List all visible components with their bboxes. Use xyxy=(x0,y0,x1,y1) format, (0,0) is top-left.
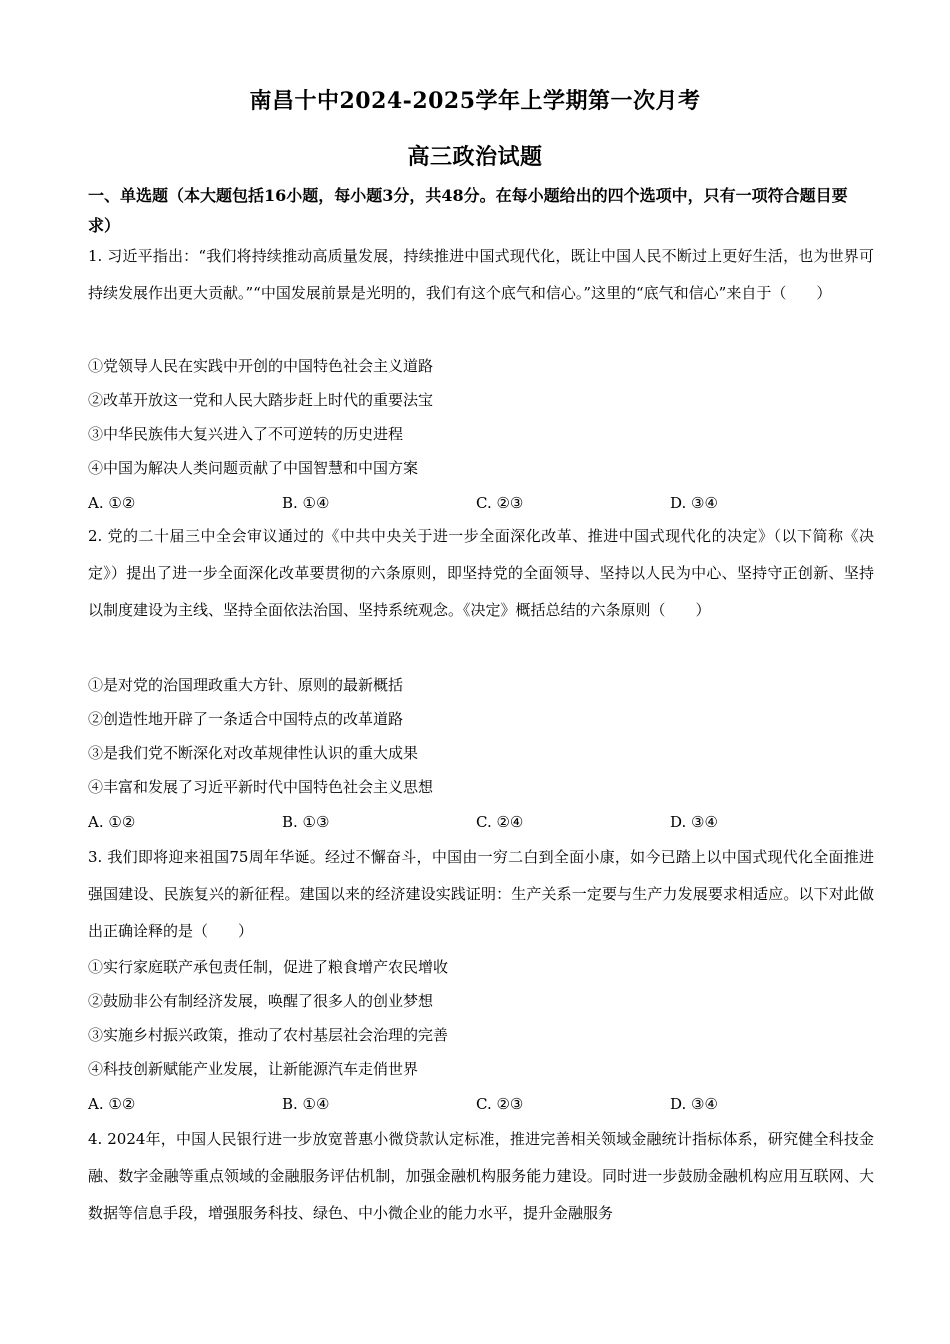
question-3-choice-d: D. ③④ xyxy=(670,1095,718,1113)
question-1-item-4: ④中国为解决人类问题贡献了中国智慧和中国方案 xyxy=(88,459,419,477)
question-3-choice-a: A. ①② xyxy=(88,1095,136,1113)
question-4-stem: 4. 2024年，中国人民银行进一步放宽普惠小微贷款认定标准，推进完善相关领域金融统计指标体系，研究健全科技金融、数字金融等重点领域的金融服务评估机制，加强金融机构服务能力建设。同时进一步鼓励金融机构应用互联网、大数据等信息手段，增强服务科技、绿色、中小微企业的能力水平，提升金融服务 xyxy=(88,1130,874,1222)
question-1-choice-b: B. ①④ xyxy=(282,494,330,512)
question-3-stem: 3. 我们即将迎来祖国75周年华诞。经过不懈奋斗，中国由一穷二白到全面小康，如今已踏上以中国式现代化全面推进强国建设、民族复兴的新征程。建国以来的经济建设实践证明：生产关系一定要与生产力发展要求相适应。以下对此做出正确诠释的是（ ） xyxy=(88,848,874,940)
question-1-choice-d: D. ③④ xyxy=(670,494,718,512)
question-2-stem: 2. 党的二十届三中全会审议通过的《中共中央关于进一步全面深化改革、推进中国式现代化的决定》（以下简称《决定》）提出了进一步全面深化改革要贯彻的六条原则，即坚持党的全面领导、坚持以人民为中心、坚持守正创新、坚持以制度建设为主线、坚持全面依法治国、坚持系统观念。《决定》概括总结的六条原则（ ） xyxy=(88,527,874,619)
question-3-item-1: ①实行家庭联产承包责任制，促进了粮食增产农民增收 xyxy=(88,958,449,976)
section-heading: 一、单选题（本大题包括16小题，每小题3分，共48分。在每小题给出的四个选项中，只有一项符合题目要求） xyxy=(88,186,848,235)
question-1-choice-a: A. ①② xyxy=(88,494,136,512)
question-1-choice-c: C. ②③ xyxy=(476,494,524,512)
question-2-item-3: ③是我们党不断深化对改革规律性认识的重大成果 xyxy=(88,744,419,762)
exam-title: 南昌十中2024-2025学年上学期第一次月考 xyxy=(249,88,701,114)
question-3-choice-b: B. ①④ xyxy=(282,1095,330,1113)
question-2-choice-b: B. ①③ xyxy=(282,813,330,831)
question-2-choice-d: D. ③④ xyxy=(670,813,718,831)
question-1-stem: 1. 习近平指出：“我们将持续推动高质量发展，持续推进中国式现代化，既让中国人民不断过上更好生活，也为世界可持续发展作出更大贡献。”“中国发展前景是光明的，我们有这个底气和信心。”这里的“底气和信心”来自于（ ） xyxy=(88,247,874,302)
question-1-item-2: ②改革开放这一党和人民大踏步赶上时代的重要法宝 xyxy=(88,391,434,409)
question-2-item-1: ①是对党的治国理政重大方针、原则的最新概括 xyxy=(88,676,404,694)
question-3-item-3: ③实施乡村振兴政策，推动了农村基层社会治理的完善 xyxy=(88,1026,449,1044)
question-3-item-4: ④科技创新赋能产业发展，让新能源汽车走俏世界 xyxy=(88,1060,419,1078)
question-3-choice-c: C. ②③ xyxy=(476,1095,524,1113)
question-2-item-4: ④丰富和发展了习近平新时代中国特色社会主义思想 xyxy=(88,778,434,796)
question-1-item-1: ①党领导人民在实践中开创的中国特色社会主义道路 xyxy=(88,357,434,375)
question-2-choice-a: A. ①② xyxy=(88,813,136,831)
question-3-item-2: ②鼓励非公有制经济发展，唤醒了很多人的创业梦想 xyxy=(88,992,434,1010)
question-2-choice-c: C. ②④ xyxy=(476,813,524,831)
exam-subtitle: 高三政治试题 xyxy=(407,144,543,170)
question-1-item-3: ③中华民族伟大复兴进入了不可逆转的历史进程 xyxy=(88,425,404,443)
question-2-item-2: ②创造性地开辟了一条适合中国特点的改革道路 xyxy=(88,710,404,728)
